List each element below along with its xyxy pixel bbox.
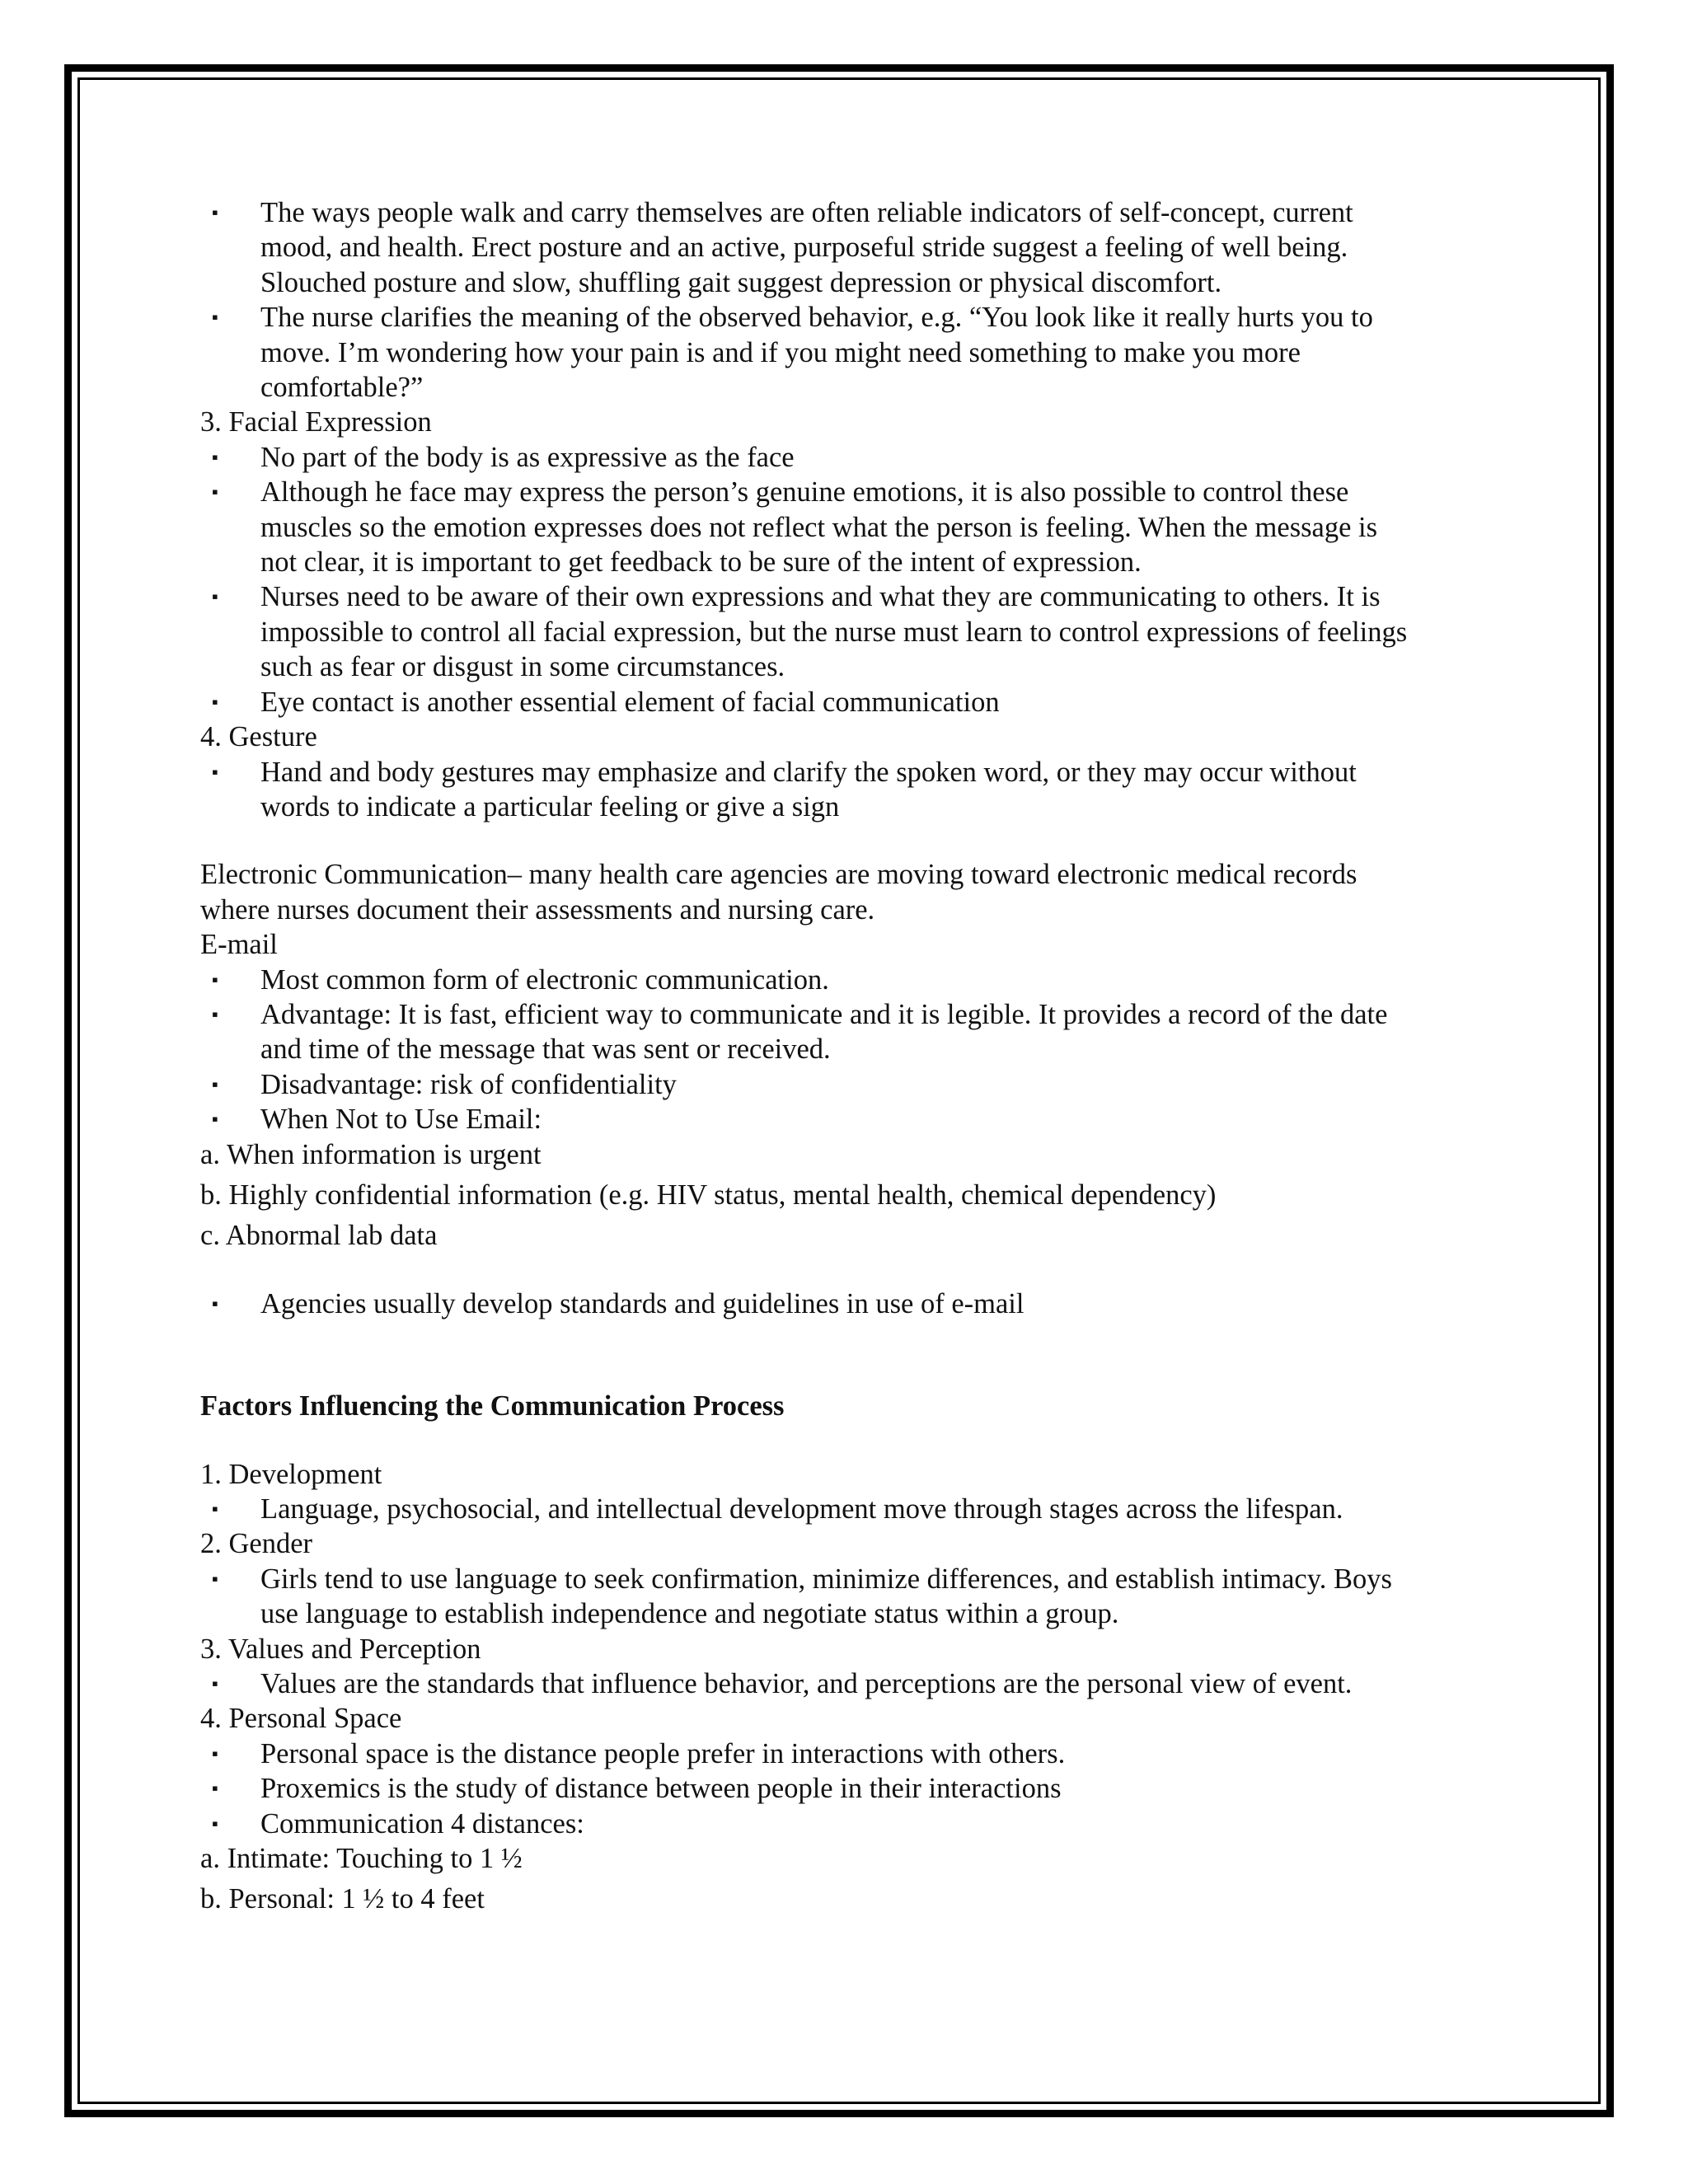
text-line: The nurse clarifies the meaning of the observed behavior, e.g. “You look like it really hurts you to	[260, 302, 1373, 334]
text-line: No part of the body is as expressive as the face	[260, 441, 795, 473]
bullet-item	[200, 1492, 1503, 1526]
text-line: Most common form of electronic communication.	[260, 963, 829, 996]
text-line: Nurses need to be aware of their own expressions and what they are communicating to others. It is	[260, 581, 1381, 613]
section-heading-personal-space: 4. Personal Space	[200, 1703, 402, 1735]
paragraph-line: where nurses document their assessments and nursing care.	[200, 893, 875, 926]
bullet-item	[200, 963, 1503, 997]
text-line: impossible to control all facial expression, but the nurse must learn to control expressions of feelings	[260, 616, 1408, 648]
text-line: Values are the standards that influence behavior, and perceptions are the personal view of event.	[260, 1668, 1353, 1700]
section-heading-development: 1. Development	[200, 1458, 382, 1490]
text-line: When Not to Use Email:	[260, 1104, 542, 1136]
text-line: words to indicate a particular feeling or give a sign	[260, 790, 840, 823]
bullet-marker: ▪	[212, 1073, 218, 1094]
text-line: Communication 4 distances:	[260, 1807, 584, 1840]
text-line: move. I’m wondering how your pain is and if you might need something to make you more	[260, 336, 1301, 368]
bullet-marker: ▪	[212, 1003, 218, 1024]
bullet-marker: ▪	[212, 1292, 218, 1314]
text-line: comfortable?”	[260, 372, 424, 404]
bullet-item	[200, 755, 1503, 825]
bullet-item	[200, 1666, 1503, 1701]
text-line: Slouched posture and slow, shuffling gait suggest depression or physical discomfort.	[260, 266, 1222, 298]
section-heading-gesture: 4. Gesture	[200, 721, 317, 753]
bullet-marker: ▪	[212, 1498, 218, 1519]
text-line: Hand and body gestures may emphasize and clarify the spoken word, or they may occur without	[260, 756, 1357, 788]
bullet-marker: ▪	[212, 761, 218, 782]
bullet-marker: ▪	[212, 691, 218, 712]
bullet-marker: ▪	[212, 968, 218, 990]
bullet-marker: ▪	[212, 202, 218, 223]
bullet-item	[200, 1807, 1503, 1841]
text-line: The ways people walk and carry themselves are often reliable indicators of self-concept, current	[260, 197, 1353, 228]
bullet-item	[200, 1562, 1503, 1632]
bullet-item	[200, 440, 1503, 475]
email-label: E-mail	[200, 929, 278, 961]
section-heading-facial-expression: 3. Facial Expression	[200, 406, 432, 438]
bullet-marker: ▪	[212, 586, 218, 607]
section-title-factors: Factors Influencing the Communication Process	[200, 1390, 785, 1422]
list-item-a: a. When information is urgent	[200, 1138, 542, 1170]
bullet-marker: ▪	[212, 1568, 218, 1589]
text-line: muscles so the emotion expresses does not reflect what the person is feeling. When the message is	[260, 511, 1378, 543]
bullet-marker: ▪	[212, 446, 218, 467]
bullet-item	[200, 475, 1503, 579]
text-line: Language, psychosocial, and intellectual development move through stages across the lifespan.	[260, 1493, 1343, 1525]
bullet-item	[200, 685, 1503, 719]
bullet-marker: ▪	[212, 481, 218, 503]
document-body	[200, 195, 1503, 1917]
text-line: Eye contact is another essential element of facial communication	[260, 686, 1000, 718]
text-line: Proxemics is the study of distance between people in their interactions	[260, 1773, 1062, 1805]
list-item-c: c. Abnormal lab data	[200, 1220, 438, 1252]
bullet-item	[200, 997, 1503, 1067]
bullet-item	[200, 1102, 1503, 1137]
bullet-marker: ▪	[212, 1742, 218, 1764]
bullet-item-posture	[200, 195, 1503, 300]
text-line: mood, and health. Erect posture and an active, purposeful stride suggest a feeling of well being.	[260, 232, 1348, 264]
text-line: use language to establish independence and negotiate status within a group.	[260, 1598, 1119, 1630]
text-line: Advantage: It is fast, efficient way to communicate and it is legible. It provides a record of the date	[260, 998, 1388, 1030]
bullet-marker: ▪	[212, 1812, 218, 1834]
bullet-item-clarify	[200, 300, 1503, 405]
text-line: Personal space is the distance people prefer in interactions with others.	[260, 1737, 1066, 1769]
list-item-a: a. Intimate: Touching to 1 ½	[200, 1843, 523, 1875]
bullet-item	[200, 1771, 1503, 1806]
bullet-item	[200, 1286, 1503, 1321]
text-line: and time of the message that was sent or received.	[260, 1033, 831, 1066]
paragraph-line: Electronic Communication– many health care agencies are moving toward electronic medical records	[200, 859, 1357, 891]
text-line: such as fear or disgust in some circumstances.	[260, 651, 785, 683]
bullet-marker: ▪	[212, 1778, 218, 1799]
bullet-item	[200, 1067, 1503, 1102]
bullet-marker: ▪	[212, 1108, 218, 1130]
section-heading-gender: 2. Gender	[200, 1528, 313, 1560]
text-line: Agencies usually develop standards and guidelines in use of e-mail	[260, 1287, 1025, 1319]
section-heading-values: 3. Values and Perception	[200, 1633, 481, 1665]
bullet-marker: ▪	[212, 307, 218, 328]
bullet-item	[200, 579, 1503, 684]
list-item-b: b. Personal: 1 ½ to 4 feet	[200, 1883, 485, 1915]
text-line: Disadvantage: risk of confidentiality	[260, 1068, 677, 1100]
text-line: not clear, it is important to get feedback to be sure of the intent of expression.	[260, 546, 1142, 579]
bullet-marker: ▪	[212, 1673, 218, 1694]
bullet-item	[200, 1736, 1503, 1771]
text-line: Girls tend to use language to seek confirmation, minimize differences, and establish intimacy. Boys	[260, 1563, 1392, 1595]
list-item-b: b. Highly confidential information (e.g. HIV status, mental health, chemical dependency)	[200, 1179, 1217, 1211]
text-line: Although he face may express the person’s genuine emotions, it is also possible to control these	[260, 476, 1349, 509]
